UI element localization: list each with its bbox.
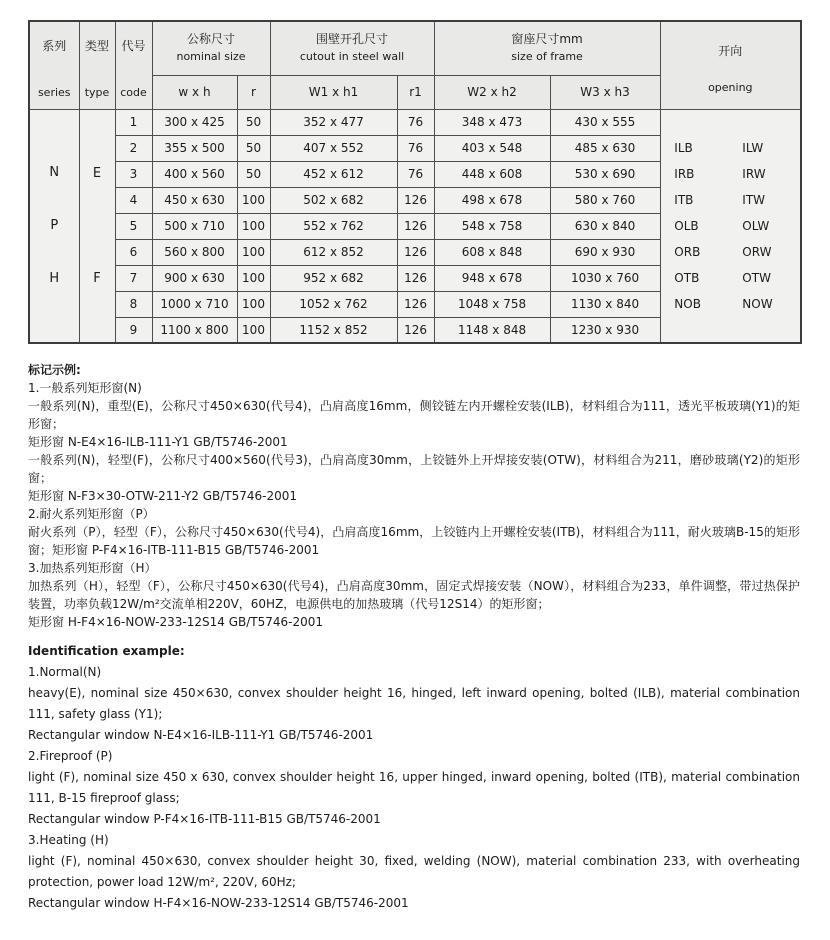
- cell-w3h3: 1030 x 760: [550, 265, 660, 291]
- opening-code: OLB: [674, 218, 699, 233]
- header-series-zh: 系列: [42, 39, 67, 54]
- opening-code: NOB: [674, 296, 701, 311]
- cell-w3h3: 530 x 690: [550, 161, 660, 187]
- cell-w1h1: 1052 x 762: [270, 291, 397, 317]
- cell-wxh: 1000 x 710: [152, 291, 237, 317]
- header-code-zh: 代号: [121, 39, 146, 54]
- opening-code: ITB: [674, 192, 694, 207]
- series-value: N: [49, 165, 60, 181]
- header-nominal-en: nominal size: [176, 50, 246, 64]
- type-value: F: [93, 270, 101, 286]
- header-type-zh: 类型: [84, 39, 109, 54]
- cell-w2h2: 348 x 473: [434, 109, 550, 135]
- opening-code: ILW: [742, 140, 764, 155]
- series-value: H: [49, 271, 60, 287]
- header-opening-en: opening: [708, 81, 753, 95]
- cell-r1: 126: [397, 265, 434, 291]
- cell-w2h2: 548 x 758: [434, 213, 550, 239]
- header-cutout: [270, 21, 434, 75]
- cell-r: 50: [237, 109, 270, 135]
- opening-code: OTB: [674, 270, 700, 285]
- cell-w1h1: 612 x 852: [270, 239, 397, 265]
- notes-en-section: [28, 641, 800, 914]
- opening-code: ITW: [742, 192, 766, 207]
- cell-code: 5: [115, 213, 152, 239]
- series-values-cell: [29, 109, 79, 343]
- window-spec-table: [28, 20, 802, 344]
- type-values-cell: [79, 109, 115, 343]
- cell-w2h2: 403 x 548: [434, 135, 550, 161]
- cell-code: 8: [115, 291, 152, 317]
- subheader-r1: r1: [397, 75, 434, 109]
- cell-r: 100: [237, 187, 270, 213]
- note-en-line: Rectangular window H-F4×16-NOW-233-12S14 GB/T5746-2001: [28, 896, 409, 910]
- cell-w1h1: 407 x 552: [270, 135, 397, 161]
- cell-wxh: 900 x 630: [152, 265, 237, 291]
- cell-wxh: 1100 x 800: [152, 317, 237, 343]
- cell-code: 4: [115, 187, 152, 213]
- note-zh-line: 矩形窗 H-F4×16-NOW-233-12S14 GB/T5746-2001: [28, 615, 324, 629]
- cell-code: 3: [115, 161, 152, 187]
- opening-pair: [674, 265, 786, 291]
- opening-code: ORB: [674, 244, 701, 259]
- subheader-w3h3: W3 x h3: [550, 75, 660, 109]
- cell-wxh: 300 x 425: [152, 109, 237, 135]
- series-value: P: [50, 218, 59, 234]
- cell-w3h3: 1230 x 930: [550, 317, 660, 343]
- opening-pair: [674, 213, 786, 239]
- opening-pair: [674, 187, 786, 213]
- cell-w2h2: 608 x 848: [434, 239, 550, 265]
- cell-code: 7: [115, 265, 152, 291]
- cell-wxh: 500 x 710: [152, 213, 237, 239]
- cell-w3h3: 485 x 630: [550, 135, 660, 161]
- header-series-en: series: [37, 86, 71, 100]
- cell-code: 6: [115, 239, 152, 265]
- cell-w3h3: 1130 x 840: [550, 291, 660, 317]
- header-frame-en: size of frame: [511, 50, 583, 64]
- note-zh-line: 3.加热系列矩形窗（H）: [28, 561, 157, 575]
- cell-w3h3: 580 x 760: [550, 187, 660, 213]
- opening-code: NOW: [742, 296, 773, 311]
- note-zh-line: 矩形窗 N-E4×16-ILB-111-Y1 GB/T5746-2001: [28, 435, 288, 449]
- header-series: [29, 21, 79, 109]
- cell-r1: 76: [397, 109, 434, 135]
- subheader-w2h2: W2 x h2: [434, 75, 550, 109]
- notes-zh-section: [28, 361, 800, 631]
- cell-r: 100: [237, 265, 270, 291]
- note-en-line: 3.Heating (H): [28, 833, 109, 847]
- cell-w2h2: 1148 x 848: [434, 317, 550, 343]
- cell-w1h1: 352 x 477: [270, 109, 397, 135]
- cell-r: 100: [237, 291, 270, 317]
- note-zh-line: 加热系列（H），轻型（F），公称尺寸450×630(代号4)，凸肩高度30mm，固定式焊接安装（NOW），材料组合为233，单件调整，带过热保护装置，功率负载12W/m²交流单相220V，60HZ，电源供电的加热玻璃（代号12S14）的矩形窗；: [28, 579, 800, 611]
- note-zh-line: 耐火系列（P），轻型（F），公称尺寸450×630(代号4)，凸肩高度16mm，上铰链内上开螺栓安装(ITB)，材料组合为111，耐火玻璃B-15的矩形窗；矩形窗 P-F4×16-ITB-111-B15 GB/T5746-2001: [28, 525, 800, 557]
- opening-code: OTW: [742, 270, 771, 285]
- note-zh-line: 一般系列(N)，轻型(F)，公称尺寸400×560(代号3)，凸肩高度30mm，上铰链外上开焊接安装(OTW)，材料组合为211，磨砂玻璃(Y2)的矩形窗；: [28, 453, 800, 485]
- cell-r1: 126: [397, 187, 434, 213]
- cell-w1h1: 952 x 682: [270, 265, 397, 291]
- cell-w1h1: 552 x 762: [270, 213, 397, 239]
- cell-code: 9: [115, 317, 152, 343]
- header-frame-zh: 窗座尺寸mm: [511, 32, 583, 47]
- opening-pair: [674, 161, 786, 187]
- note-zh-line: 一般系列(N)，重型(E)，公称尺寸450×630(代号4)，凸肩高度16mm，侧铰链左内开螺栓安装(ILB)，材料组合为111，透光平板玻璃(Y1)的矩形窗；: [28, 399, 800, 431]
- opening-pair: [674, 239, 786, 265]
- cell-r1: 126: [397, 239, 434, 265]
- subheader-r: r: [237, 75, 270, 109]
- header-code-en: code: [120, 86, 147, 100]
- note-en-line: Rectangular window P-F4×16-ITB-111-B15 GB/T5746-2001: [28, 812, 381, 826]
- cell-r: 100: [237, 317, 270, 343]
- note-en-line: 2.Fireproof (P): [28, 749, 113, 763]
- note-en-line: heavy(E), nominal size 450×630, convex shoulder height 16, hinged, left inward opening, bolted (ILB), material combination 111, safety glass (Y1);: [28, 686, 800, 721]
- note-zh-line: 1.一般系列矩形窗(N): [28, 381, 142, 395]
- header-type-en: type: [84, 86, 110, 100]
- type-value: E: [92, 165, 102, 181]
- cell-r1: 126: [397, 213, 434, 239]
- opening-code: IRW: [742, 166, 766, 181]
- subheader-wxh: w x h: [152, 75, 237, 109]
- opening-pair: [674, 135, 786, 161]
- note-en-line: light (F), nominal 450×630, convex shoulder height 30, fixed, welding (NOW), material combination 233, with overheating protection, power load 12W/m², 220V, 60Hz;: [28, 854, 800, 889]
- opening-code: ILB: [674, 140, 693, 155]
- table-row: [29, 109, 801, 135]
- note-en-line: Rectangular window N-E4×16-ILB-111-Y1 GB/T5746-2001: [28, 728, 374, 742]
- header-code: [115, 21, 152, 109]
- cell-code: 1: [115, 109, 152, 135]
- opening-codes-cell: [660, 109, 801, 343]
- cell-wxh: 450 x 630: [152, 187, 237, 213]
- note-zh-line: 矩形窗 N-F3×30-OTW-211-Y2 GB/T5746-2001: [28, 489, 298, 503]
- cell-r1: 126: [397, 291, 434, 317]
- cell-w1h1: 1152 x 852: [270, 317, 397, 343]
- opening-code: IRB: [674, 166, 695, 181]
- header-opening: [660, 21, 801, 109]
- cell-r1: 126: [397, 317, 434, 343]
- header-cutout-zh: 围壁开孔尺寸: [316, 32, 389, 47]
- opening-code: ORW: [742, 244, 772, 259]
- cell-wxh: 560 x 800: [152, 239, 237, 265]
- header-nominal-zh: 公称尺寸: [187, 32, 236, 47]
- cell-w2h2: 948 x 678: [434, 265, 550, 291]
- cell-w2h2: 1048 x 758: [434, 291, 550, 317]
- opening-code: OLW: [742, 218, 770, 233]
- header-frame-size: [434, 21, 660, 75]
- header-nominal-size: [152, 21, 270, 75]
- note-en-line: 1.Normal(N): [28, 665, 102, 679]
- cell-w2h2: 498 x 678: [434, 187, 550, 213]
- cell-w2h2: 448 x 608: [434, 161, 550, 187]
- note-zh-line: 2.耐火系列矩形窗（P）: [28, 507, 155, 521]
- cell-r1: 76: [397, 135, 434, 161]
- cell-r: 50: [237, 135, 270, 161]
- cell-wxh: 400 x 560: [152, 161, 237, 187]
- cell-w3h3: 690 x 930: [550, 239, 660, 265]
- cell-wxh: 355 x 500: [152, 135, 237, 161]
- cell-w3h3: 630 x 840: [550, 213, 660, 239]
- cell-r1: 76: [397, 161, 434, 187]
- cell-r: 100: [237, 213, 270, 239]
- cell-r: 50: [237, 161, 270, 187]
- subheader-w1h1: W1 x h1: [270, 75, 397, 109]
- cell-code: 2: [115, 135, 152, 161]
- header-opening-zh: 开向: [718, 44, 743, 59]
- notes-en-title: Identification example:: [28, 644, 185, 658]
- header-type: [79, 21, 115, 109]
- cell-w1h1: 502 x 682: [270, 187, 397, 213]
- header-cutout-en: cutout in steel wall: [299, 50, 405, 64]
- cell-w1h1: 452 x 612: [270, 161, 397, 187]
- cell-w3h3: 430 x 555: [550, 109, 660, 135]
- cell-r: 100: [237, 239, 270, 265]
- opening-pair: [674, 291, 786, 317]
- note-en-line: light (F), nominal size 450 x 630, convex shoulder height 16, upper hinged, inward opening, bolted (ITB), material combination 111, B-15 fireproof glass;: [28, 770, 800, 805]
- notes-zh-title: 标记示例:: [28, 363, 81, 377]
